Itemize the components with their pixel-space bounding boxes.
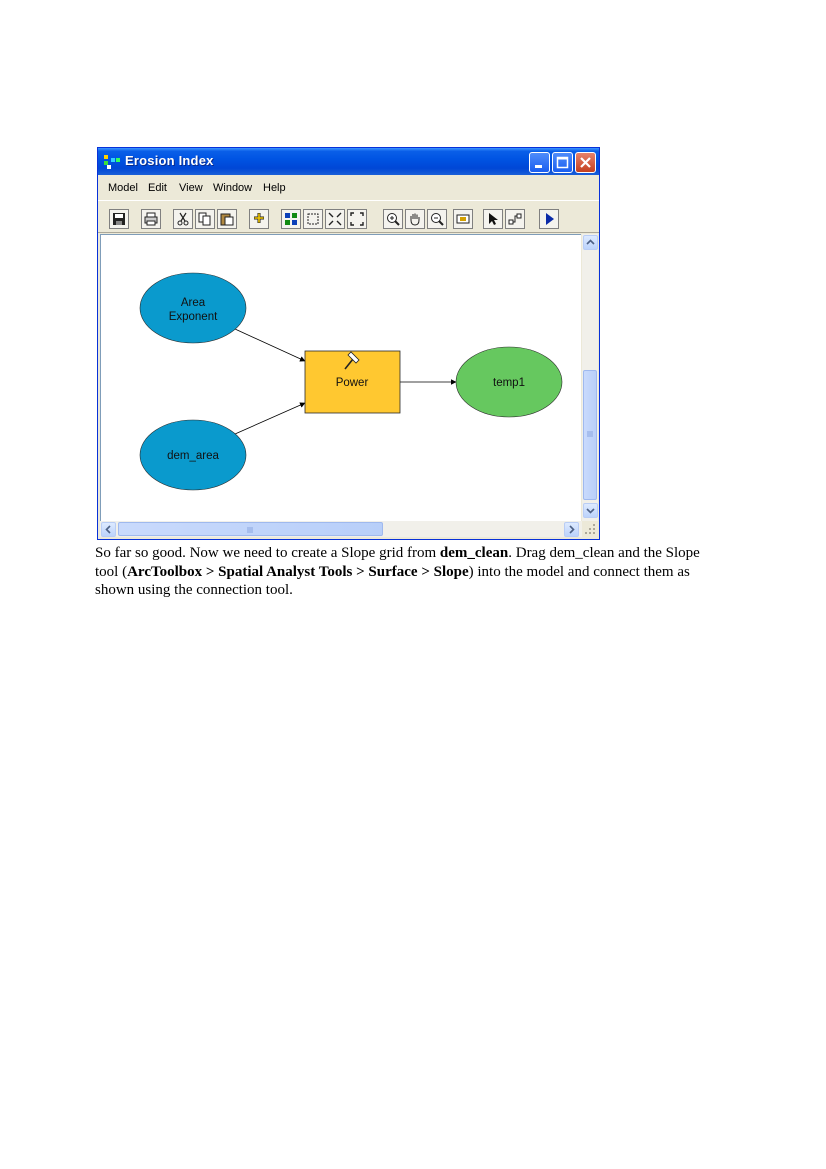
pan-button[interactable] [405,209,425,229]
node-temp1[interactable] [456,347,562,417]
node-power-label: Power [335,377,369,389]
overview-button[interactable] [453,209,473,229]
cut-icon [176,212,190,226]
connect-icon [508,212,522,226]
maximize-button[interactable] [552,152,573,173]
minimize-button[interactable] [529,152,550,173]
toolbar [98,200,599,233]
paste-button[interactable] [217,209,237,229]
grip-lines-icon [119,524,382,536]
node-temp1-label: temp1 [493,377,525,389]
resize-grip-icon [582,521,598,537]
zoom-in-icon [386,212,400,226]
full-extent-button[interactable] [303,209,323,229]
resize-grip[interactable] [582,521,598,537]
zoom-out-fixed-button[interactable] [347,209,367,229]
scroll-up-button[interactable] [583,235,598,250]
select-button[interactable] [483,209,503,229]
show-all-button[interactable] [281,209,301,229]
close-button[interactable] [575,152,596,173]
copy-button[interactable] [195,209,215,229]
chevron-down-icon [584,504,597,517]
horizontal-scroll-thumb[interactable] [118,522,383,536]
cut-button[interactable] [173,209,193,229]
caption-text-2: . Drag dem_clean and the Slope tool ( [95,545,700,580]
menu-edit[interactable]: Edit [148,182,167,194]
caption-bold-dem-clean: dem_clean [439,545,509,561]
print-icon [144,212,158,226]
instruction-paragraph [95,544,725,600]
select-icon [486,212,500,226]
connect-button[interactable] [505,209,525,229]
node-dem-area[interactable] [140,420,246,490]
scroll-right-button[interactable] [564,522,579,537]
node-power-tool[interactable] [305,351,400,413]
paste-icon [220,212,234,226]
model-canvas[interactable] [100,234,581,521]
menu-help[interactable]: Help [263,182,286,194]
chevron-left-icon [102,523,115,536]
menu-window[interactable]: Window [213,182,253,194]
node-dem-area-label: dem_area [167,450,219,462]
menu-view[interactable]: View [179,182,203,194]
zoom-out-button[interactable] [427,209,447,229]
run-button[interactable] [539,209,559,229]
grip-lines-icon [584,371,596,499]
pan-icon [408,212,422,226]
caption-text-1: So far so good. Now we need to create a Slope grid from [95,545,440,561]
save-icon [112,212,126,226]
scroll-left-button[interactable] [101,522,116,537]
connector-area-exponent-to-power[interactable] [235,329,305,361]
node-area-exponent-label-line1: Area [180,297,206,309]
zoom-in-fixed-button[interactable] [325,209,345,229]
run-icon [542,212,556,226]
chevron-up-icon [584,236,597,249]
zoom-in-fixed-icon [328,212,342,226]
title-bar[interactable] [98,148,599,175]
chevron-right-icon [565,523,578,536]
vertical-scrollbar[interactable] [582,234,598,521]
menu-bar [98,175,599,200]
save-button[interactable] [109,209,129,229]
window-title: Erosion Index [125,153,214,168]
maximize-icon [553,153,572,172]
show-all-icon [284,212,298,226]
vertical-scroll-thumb[interactable] [583,370,597,500]
minimize-icon [530,153,549,172]
connector-dem-area-to-power[interactable] [235,403,305,434]
copy-icon [198,212,212,226]
scroll-down-button[interactable] [583,503,598,518]
overview-icon [456,212,470,226]
model-diagram [101,235,580,520]
close-icon [576,153,595,172]
horizontal-scrollbar[interactable] [100,521,582,537]
zoom-in-button[interactable] [383,209,403,229]
add-data-button[interactable] [249,209,269,229]
zoom-out-icon [430,212,444,226]
caption-bold-arctoolbox-path: ArcToolbox > Spatial Analyst Tools > Surface > Slope [127,563,469,580]
zoom-out-fixed-icon [350,212,364,226]
add-data-icon [252,212,266,226]
caption-text-3: ) into the model and connect them as shown using the connection tool. [95,563,690,599]
node-area-exponent[interactable] [140,273,246,343]
node-area-exponent-label-line2: Exponent [168,311,218,323]
model-builder-window [97,147,600,540]
full-extent-icon [306,212,320,226]
menu-model[interactable]: Model [108,182,138,194]
model-app-icon [104,155,120,169]
print-button[interactable] [141,209,161,229]
